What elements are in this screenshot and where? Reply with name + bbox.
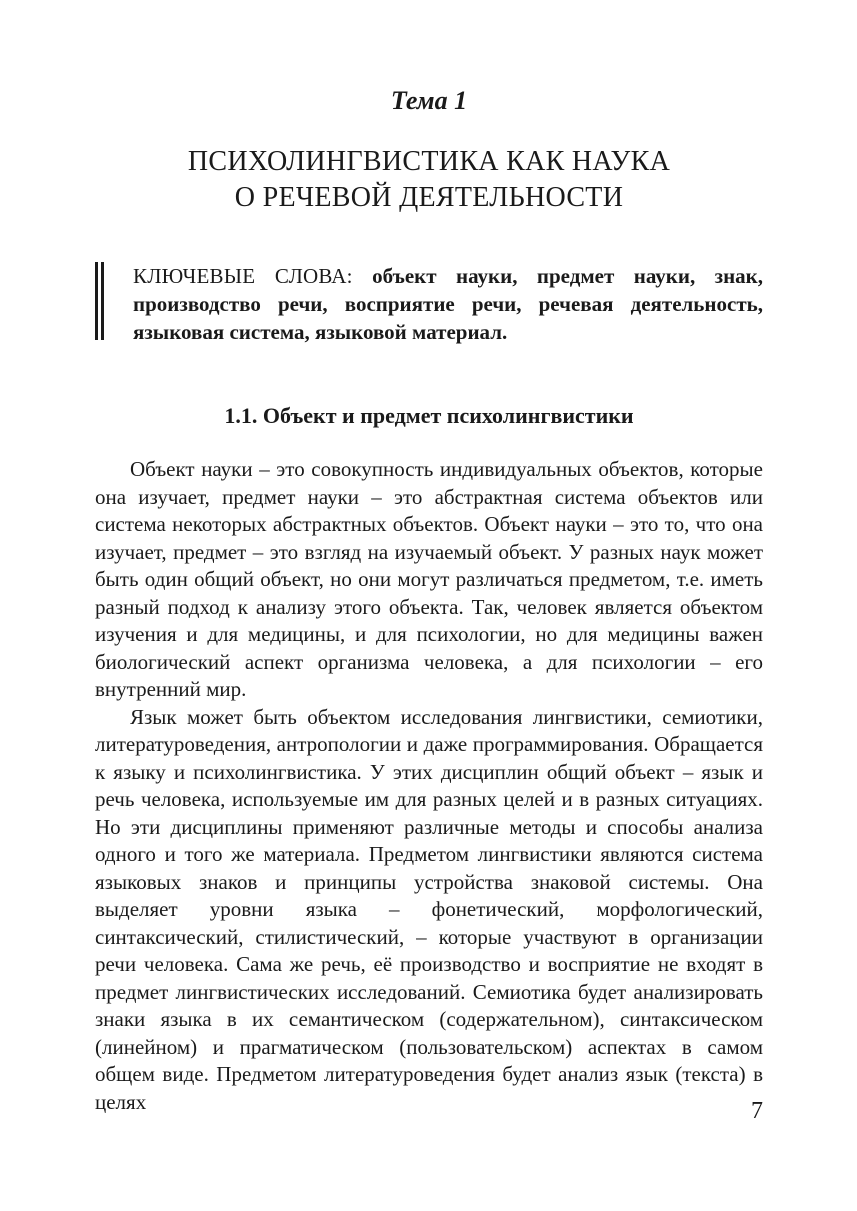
chapter-title <box>95 144 763 216</box>
chapter-title-line-2: О РЕЧЕВОЙ ДЕЯТЕЛЬНОСТИ <box>234 182 624 213</box>
section-title: 1.1. Объект и предмет психолингвистики <box>224 403 634 428</box>
body-text <box>95 456 763 1116</box>
keywords-rule-left <box>95 262 98 340</box>
keywords-label: КЛЮЧЕВЫЕ СЛОВА: <box>133 264 353 288</box>
paragraph: Объект науки – это совокупность индивидуальных объектов, которые она изучает, предмет науки – это абстрактная система объектов или система некоторых абстрактных объектов. Объект науки – это то, что она изучает, предмет – это взгляд на изучаемый объект. У разных наук может быть один общий объект, но они могут различаться предметом, т.е. иметь разный подход к анализу этого объекта. Так, человек является объектом изучения и для медицины, и для психологии, но для медицины важен биологический аспект организма человека, а для психологии – его внутренний мир. <box>95 457 763 701</box>
keywords-box <box>95 262 764 344</box>
paragraph: Язык может быть объектом исследования лингвистики, семиотики, литературоведения, антропологии и даже программирования. Обращается к языку и психолингвистика. У этих дисциплин общий объект – язык и речь человека, используемые им для разных целей и в разных ситуациях. Но эти дисциплины применяют различные методы и способы анализа одного и того же материала. Предметом лингвистики являются система языковых знаков и принципы устройства знаковой системы. Она выделяет уровни языка – фонетический, морфологический, синтаксический, стилистический, – которые участвуют в организации речи человека. Сама же речь, её производство и восприятие не входят в предмет лингвистических исследований. Семиотика будет анализировать знаки языка в их семантическом (содержательном), синтаксическом (линейном) и прагматическом (пользовательском) аспектах в самом общем виде. Предметом литературоведения будет анализ язык (текста) в целях <box>95 704 763 1114</box>
keywords-list: объект науки, предмет науки, знак, производство речи, восприятие речи, речевая деятельность, языковая система, языковой материал. <box>133 264 764 344</box>
book-page <box>95 0 763 1211</box>
page-number: 7 <box>751 1098 763 1124</box>
keywords-rule-right <box>101 262 104 340</box>
keywords-text <box>133 262 763 346</box>
chapter-title-line-1: ПСИХОЛИНГВИСТИКА КАК НАУКА <box>187 146 671 177</box>
topic-label: Тема 1 <box>390 86 468 115</box>
